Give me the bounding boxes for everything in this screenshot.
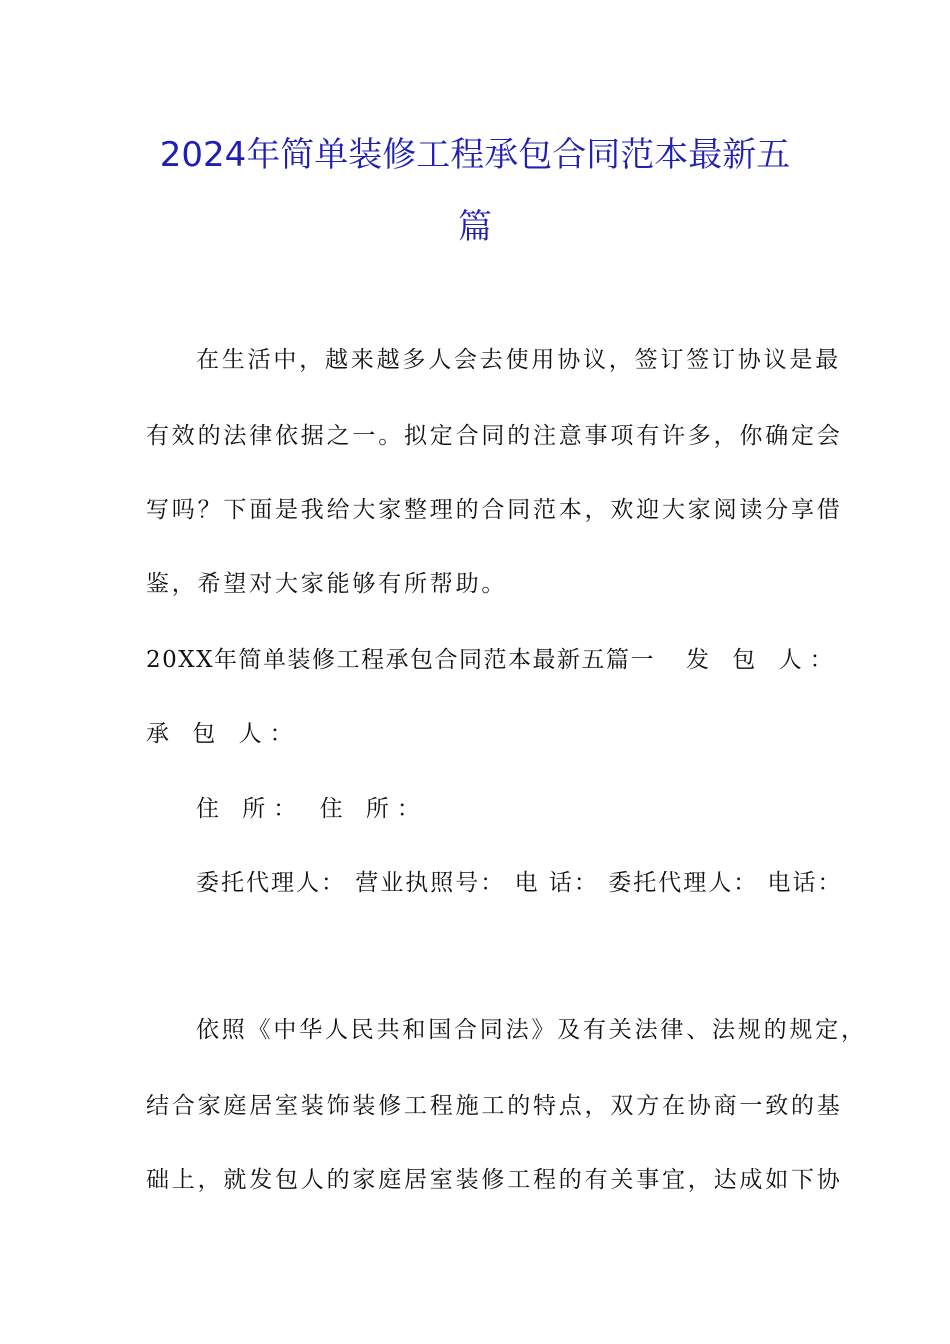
basis-line-2: 结合家庭居室装饰装修工程施工的特点，双方在协商一致的基 [146,1093,843,1119]
intro-line-3: 写吗？下面是我给大家整理的合同范本，欢迎大家阅读分享借 [146,497,843,523]
party-a-label: 发 包 人： [686,647,841,673]
basis-line-1: 依照《中华人民共和国合同法》及有关法律、法规的规定， [196,1017,867,1043]
intro-line-1: 在生活中，越来越多人会去使用协议，签订签订协议是最 [196,347,841,373]
section-heading: 20XX年简单装修工程承包合同范本最新五篇一 [146,647,656,673]
party-b-label: 承 包 人： [146,721,301,747]
address-line: 住 所： 住 所： [196,796,428,822]
intro-line-4: 鉴，希望对大家能够有所帮助。 [146,571,508,597]
document-title-line-1: 2024年简单装修工程承包合同范本最新五 [159,135,791,175]
agent-line: 委托代理人： 营业执照号： 电 话： 委托代理人： 电话： [196,870,843,896]
document-title-line-2: 篇 [458,207,492,247]
basis-line-3: 础上，就发包人的家庭居室装修工程的有关事宜，达成如下协 [146,1167,843,1193]
intro-line-2: 有效的法律依据之一。拟定合同的注意事项有许多，你确定会 [146,423,843,449]
